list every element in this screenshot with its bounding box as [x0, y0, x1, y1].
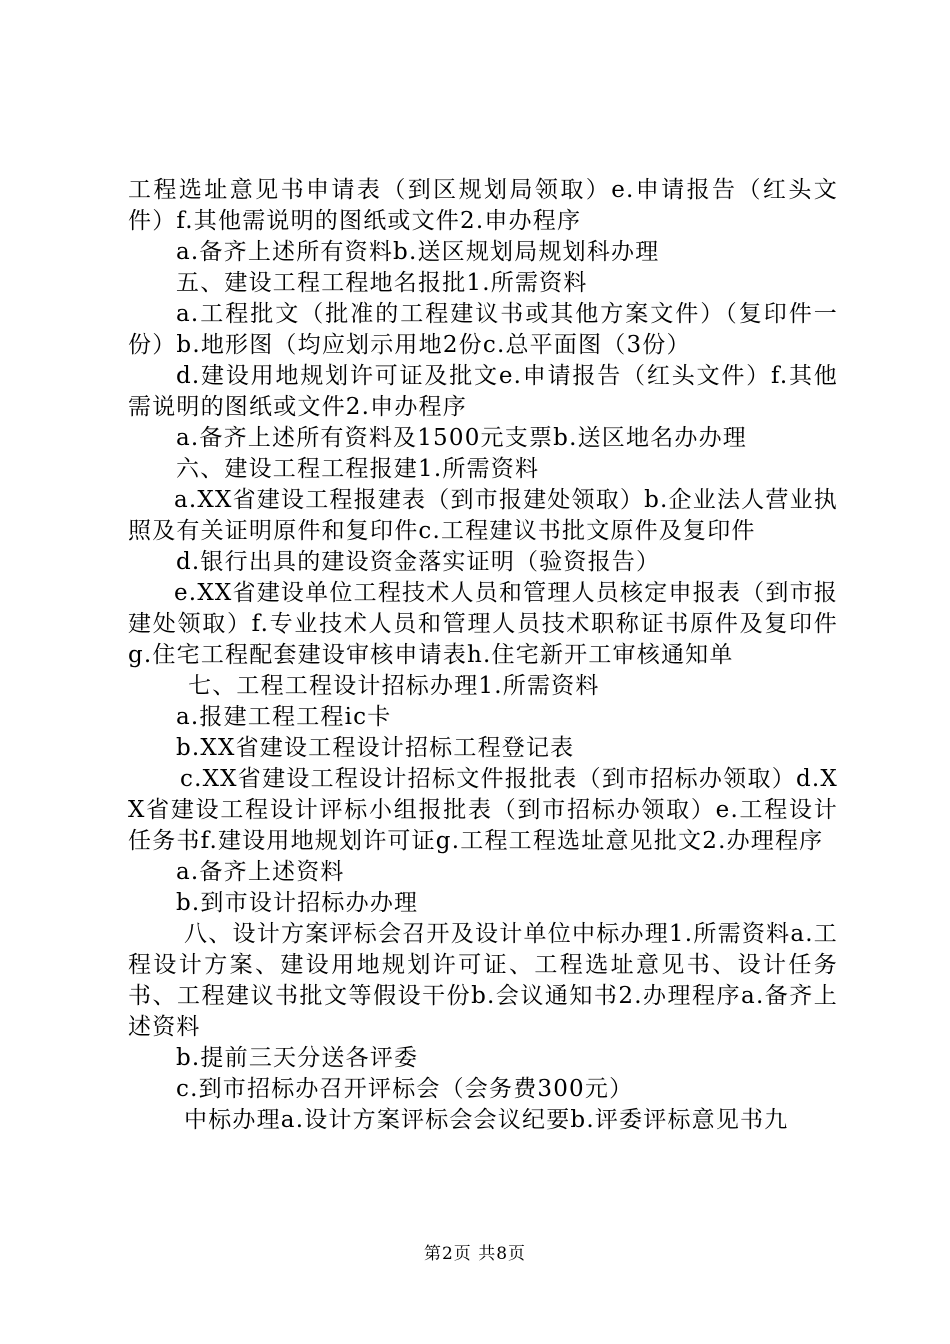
paragraph-11-section-seven: 七、工程工程设计招标办理1.所需资料: [188, 673, 600, 699]
paragraph-19: c.到市招标办召开评标会（会务费300元）: [176, 1076, 634, 1102]
paragraph-1: 工程选址意见书申请表（到区规划局领取）e.申请报告（红头文件）f.其他需说明的图纸或文件2.申办程序: [128, 177, 838, 234]
document-body: [128, 175, 838, 1136]
paragraph-5: d.建设用地规划许可证及批文e.申请报告（红头文件）f.其他需说明的图纸或文件2.申办程序: [128, 363, 838, 420]
paragraph-10: e.XX省建设单位工程技术人员和管理人员核定申报表（到市报建处领取）f.专业技术人员和管理人员技术职称证书原件及复印件g.住宅工程配套建设审核申请表h.住宅新开工审核通知单: [128, 580, 838, 668]
paragraph-4: a.工程批文（批准的工程建议书或其他方案文件）（复印件一份）b.地形图（均应划示用地2份c.总平面图（3份）: [128, 301, 838, 358]
paragraph-15: a.备齐上述资料: [176, 859, 345, 885]
paragraph-13: b.XX省建设工程设计招标工程登记表: [176, 735, 575, 761]
paragraph-18: b.提前三天分送各评委: [176, 1045, 419, 1071]
paragraph-14: c.XX省建设工程设计招标文件报批表（到市招标办领取）d.XX省建设工程设计评标小组报批表（到市招标办领取）e.工程设计任务书f.建设用地规划许可证g.工程工程选址意见批文2.办理程序: [128, 766, 838, 854]
paragraph-7-section-six: 六、建设工程工程报建1.所需资料: [176, 456, 540, 482]
paragraph-2: a.备齐上述所有资料b.送区规划局规划科办理: [176, 239, 660, 265]
paragraph-16: b.到市设计招标办办理: [176, 890, 419, 916]
paragraph-9: d.银行出具的建设资金落实证明（验资报告）: [176, 549, 661, 575]
paragraph-17-section-eight: 八、设计方案评标会召开及设计单位中标办理1.所需资料a.工程设计方案、建设用地规划许可证、工程选址意见书、设计任务书、工程建议书批文等假设干份b.会议通知书2.办理程序a.备齐上述资料: [128, 921, 838, 1040]
paragraph-12: a.报建工程工程ic卡: [176, 704, 392, 730]
paragraph-3-section-five: 五、建设工程工程地名报批1.所需资料: [176, 270, 588, 296]
paragraph-20: 中标办理a.设计方案评标会会议纪要b.评委评标意见书九: [184, 1107, 789, 1133]
paragraph-8: a.XX省建设工程报建表（到市报建处领取）b.企业法人营业执照及有关证明原件和复印件c.工程建议书批文原件及复印件: [128, 487, 838, 544]
page-number-footer: 第2页 共8页: [423, 1244, 527, 1264]
paragraph-6: a.备齐上述所有资料及1500元支票b.送区地名办办理: [176, 425, 747, 451]
